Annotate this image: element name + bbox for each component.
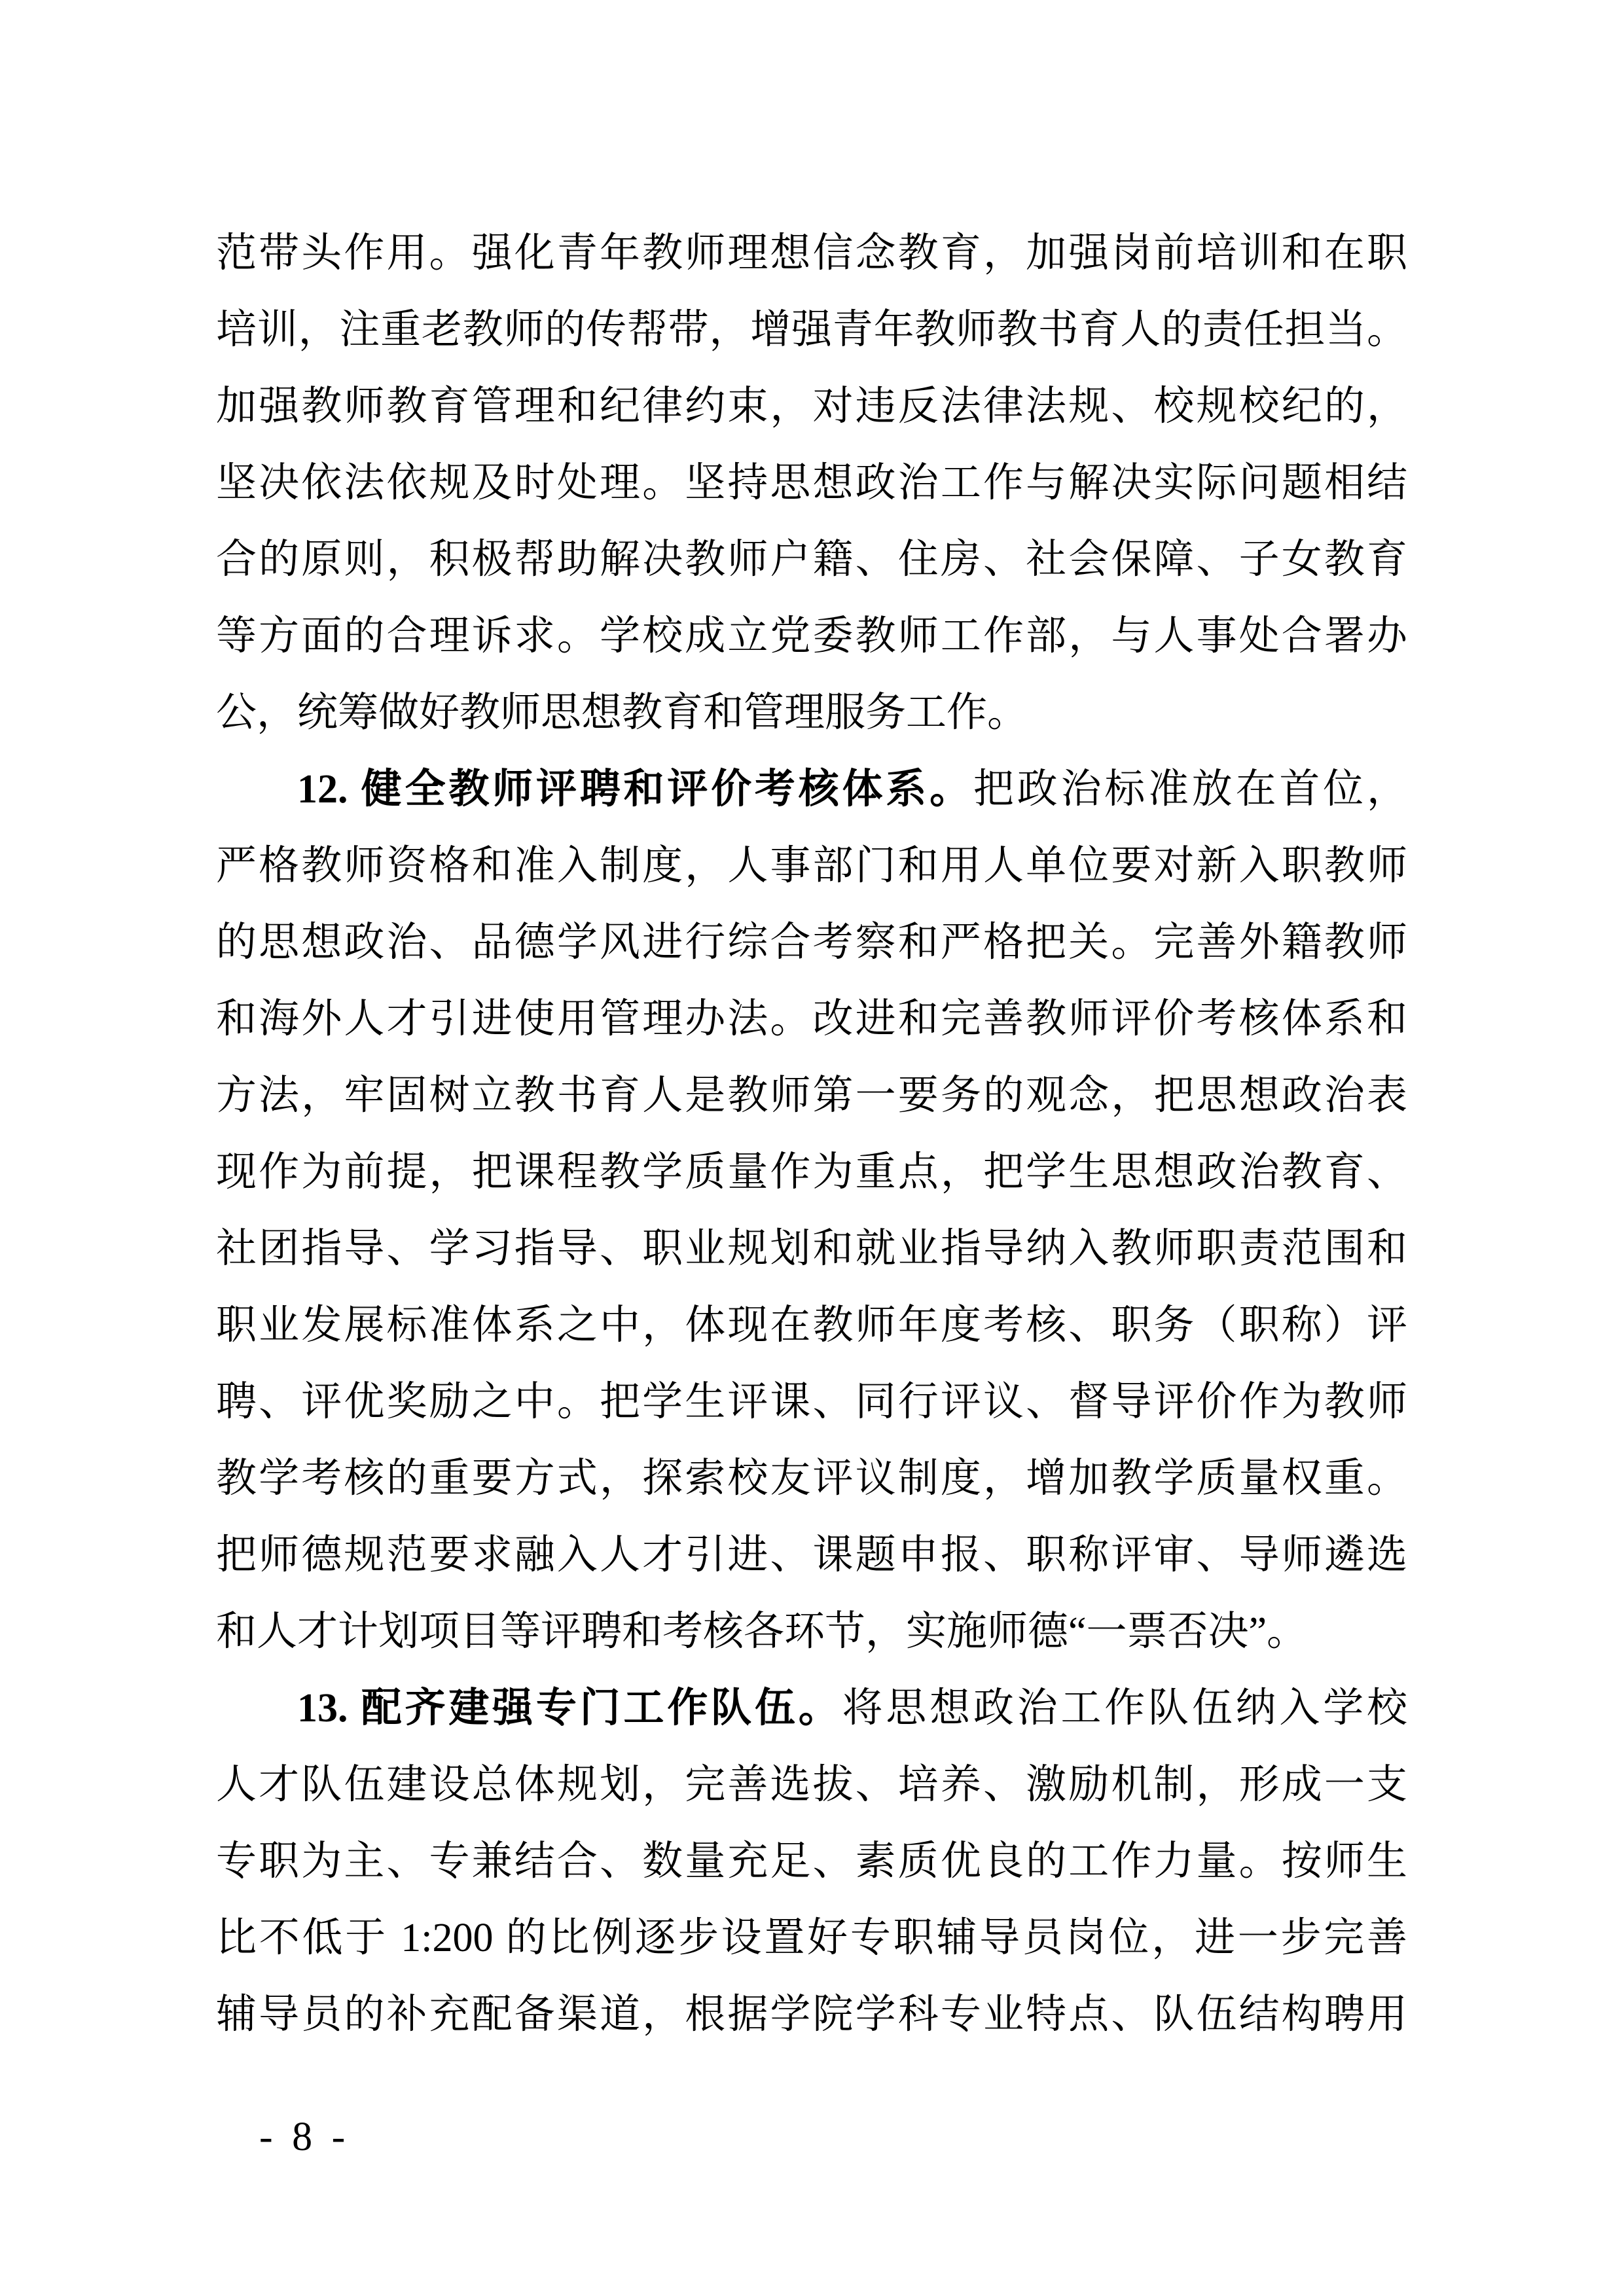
text-line bbox=[216, 1517, 1407, 1594]
text-line bbox=[216, 1287, 1407, 1364]
text-run: 严格教师资格和准入制度，人事部门和用人单位要对新入职教师 bbox=[216, 844, 1407, 888]
text-line bbox=[216, 1900, 1407, 1977]
text-run: 社团指导、学习指导、职业规划和就业指导纳入教师职责范围和 bbox=[216, 1227, 1407, 1271]
text-run: 的思想政治、品德学风进行综合考察和严格把关。完善外籍教师 bbox=[216, 920, 1407, 965]
text-line bbox=[216, 368, 1407, 445]
text-line bbox=[216, 598, 1407, 675]
text-line bbox=[216, 828, 1407, 905]
text-run: 专职为主、专兼结合、数量充足、素质优良的工作力量。按师生 bbox=[216, 1839, 1407, 1884]
text-run: 比不低于 1:200 的比例逐步设置好专职辅导员岗位，进一步完善 bbox=[216, 1916, 1407, 1960]
document-body bbox=[216, 215, 1407, 2053]
text-run: 和人才计划项目等评聘和考核各环节，实施师德“一票否决”。 bbox=[216, 1609, 1308, 1654]
text-run: 把师德规范要求融入人才引进、课题申报、职称评审、导师遴选 bbox=[216, 1533, 1407, 1577]
text-run: 现作为前提，把课程教学质量作为重点，把学生思想政治教育、 bbox=[216, 1150, 1407, 1194]
text-line bbox=[216, 1823, 1407, 1900]
text-line bbox=[216, 1441, 1407, 1517]
text-run: 合的原则，积极帮助解决教师户籍、住房、社会保障、子女教育 bbox=[216, 537, 1407, 582]
text-run: 聘、评优奖励之中。把学生评课、同行评议、督导评价作为教师 bbox=[216, 1380, 1407, 1424]
text-line bbox=[216, 1747, 1407, 1823]
text-run: 等方面的合理诉求。学校成立党委教师工作部，与人事处合署办 bbox=[216, 614, 1407, 658]
text-run: 辅导员的补充配备渠道，根据学院学科专业特点、队伍结构聘用 bbox=[216, 1992, 1407, 2037]
text-line bbox=[216, 675, 1407, 751]
text-line bbox=[216, 1364, 1407, 1441]
text-line bbox=[216, 1670, 1407, 1747]
section-heading-run: 13. 配齐建强专门工作队伍。 bbox=[297, 1686, 842, 1731]
text-line bbox=[216, 522, 1407, 598]
text-line bbox=[216, 1211, 1407, 1287]
text-line bbox=[216, 981, 1407, 1058]
text-run: 公，统筹做好教师思想教育和管理服务工作。 bbox=[216, 691, 1028, 735]
text-line bbox=[216, 1058, 1407, 1134]
text-run: 范带头作用。强化青年教师理想信念教育，加强岗前培训和在职 bbox=[216, 231, 1407, 276]
text-line bbox=[216, 1134, 1407, 1211]
text-run: 人才队伍建设总体规划，完善选拔、培养、激励机制，形成一支 bbox=[216, 1763, 1407, 1807]
page-number: - 8 - bbox=[259, 2115, 350, 2159]
text-line bbox=[216, 215, 1407, 292]
text-run: 和海外人才引进使用管理办法。改进和完善教师评价考核体系和 bbox=[216, 997, 1407, 1041]
text-line bbox=[216, 292, 1407, 368]
text-run: 教学考核的重要方式，探索校友评议制度，增加教学质量权重。 bbox=[216, 1456, 1407, 1501]
text-run: 加强教师教育管理和纪律约束，对违反法律法规、校规校纪的， bbox=[216, 384, 1407, 429]
text-line bbox=[216, 445, 1407, 522]
text-run: 把政治标准放在首位， bbox=[973, 767, 1407, 812]
text-line bbox=[216, 1977, 1407, 2053]
section-heading-run: 12. 健全教师评聘和评价考核体系。 bbox=[297, 767, 973, 812]
text-run: 将思想政治工作队伍纳入学校 bbox=[842, 1686, 1407, 1731]
text-line bbox=[216, 905, 1407, 981]
text-run: 职业发展标准体系之中，体现在教师年度考核、职务（职称）评 bbox=[216, 1303, 1407, 1348]
text-run: 坚决依法依规及时处理。坚持思想政治工作与解决实际问题相结 bbox=[216, 461, 1407, 505]
text-run: 培训，注重老教师的传帮带，增强青年教师教书育人的责任担当。 bbox=[216, 308, 1407, 352]
text-run: 方法，牢固树立教书育人是教师第一要务的观念，把思想政治表 bbox=[216, 1073, 1407, 1118]
text-line bbox=[216, 751, 1407, 828]
text-line bbox=[216, 1594, 1407, 1670]
